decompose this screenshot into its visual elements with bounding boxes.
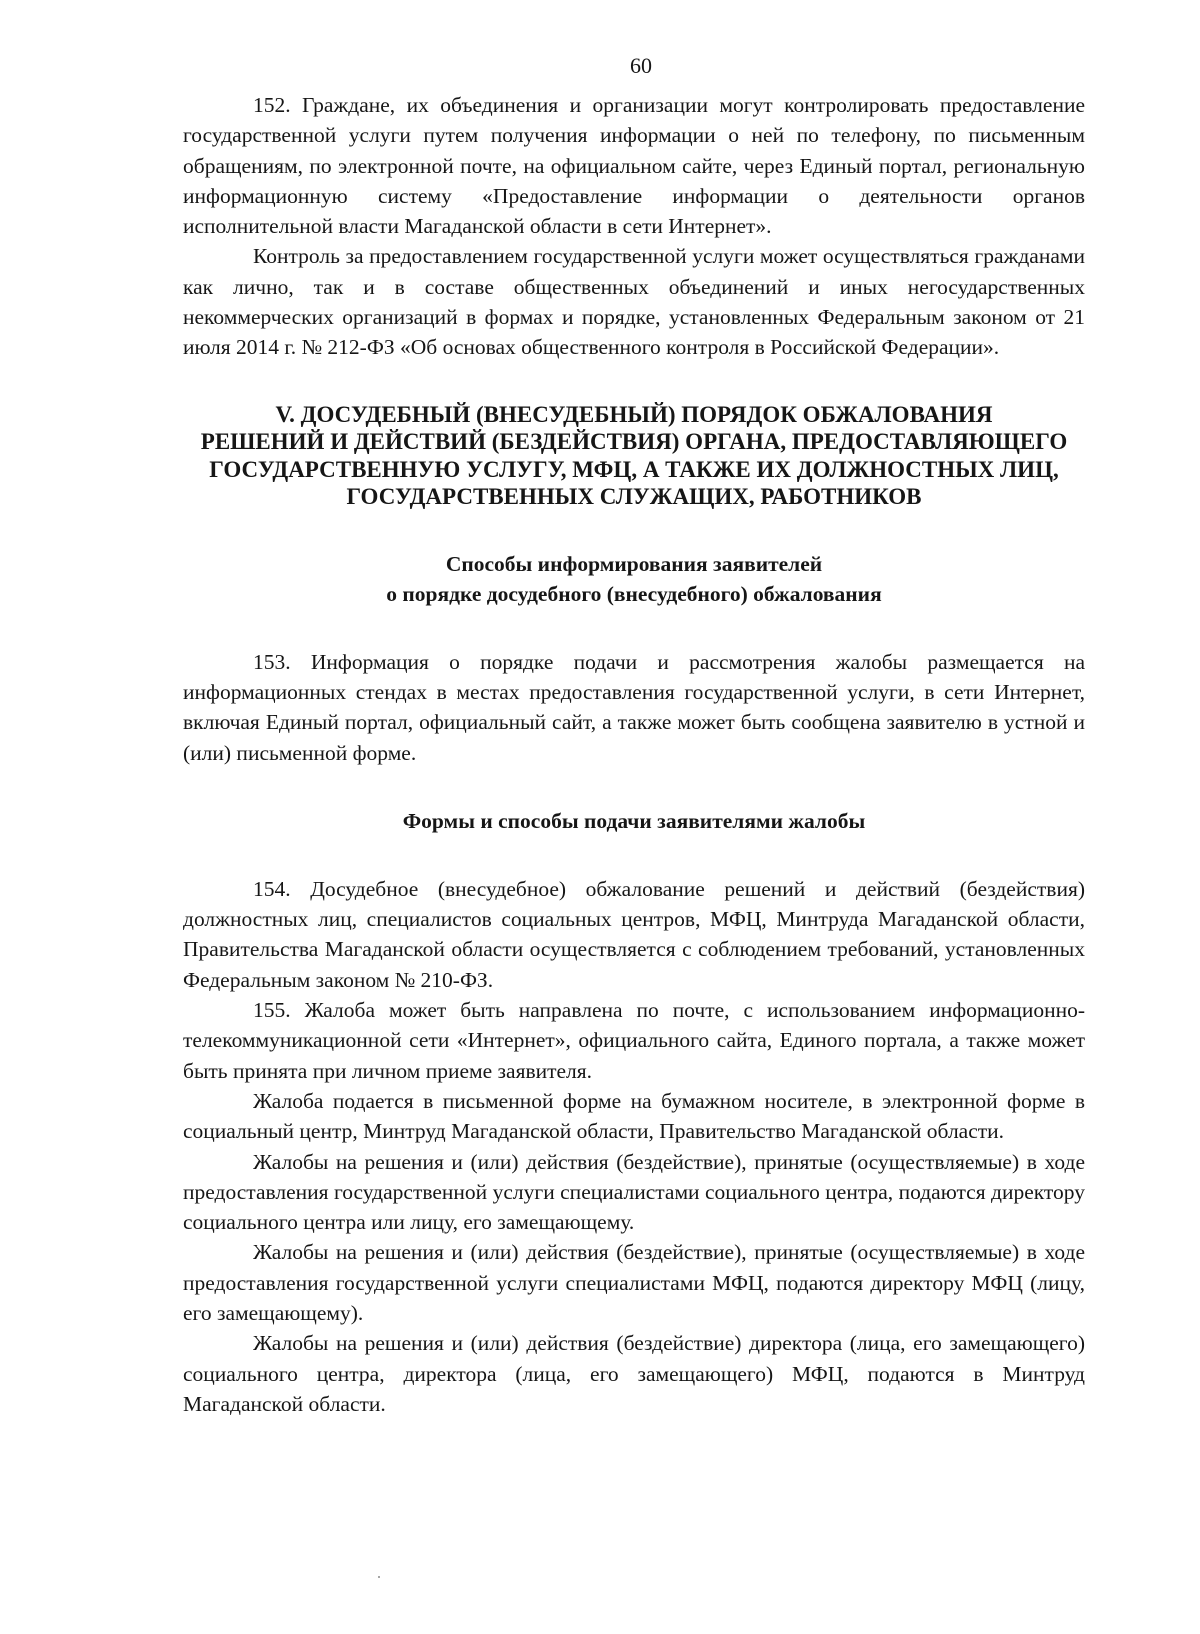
section-v-heading-line: ГОСУДАРСТВЕННЫХ СЛУЖАЩИХ, РАБОТНИКОВ <box>346 484 922 510</box>
scan-speck <box>378 1576 380 1578</box>
paragraph-154: 154. Досудебное (внесудебное) обжалование решений и действий (бездействия) должностных лиц, специалистов социальных центров, МФЦ, Минтруда Магаданской области, Правительства Магаданской области осуществляется с соблюдением требований, установленных Федеральным законом № 210-ФЗ. <box>183 876 1085 992</box>
section-v-heading-line: V. ДОСУДЕБНЫЙ (ВНЕСУДЕБНЫЙ) ПОРЯДОК ОБЖАЛОВАНИЯ <box>275 401 993 427</box>
subheading-informing-line: Способы информирования заявителей <box>445 551 823 576</box>
paragraph-155: 155. Жалоба может быть направлена по почте, с использованием информационно-телекоммуникационной сети «Интернет», официального сайта, Единого портала, а также может быть принята при личном приеме заявителя. <box>183 998 1085 1083</box>
subheading-informing <box>183 549 1085 609</box>
section-v-heading-line: ГОСУДАРСТВЕННУЮ УСЛУГУ, МФЦ, А ТАКЖЕ ИХ ДОЛЖНОСТНЫХ ЛИЦ, <box>209 456 1059 482</box>
paragraph-152: 152. Граждане, их объединения и организации могут контролировать предоставление государственной услуги путем получения информации о ней по телефону, по письменным обращениям, по электронной почте, на официальном сайте, через Единый портал, региональную информационную систему «Предоставление информации о деятельности органов исполнительной власти Магаданской области в сети Интернет». <box>183 93 1085 239</box>
paragraph-public-control: Контроль за предоставлением государственной услуги может осуществляться гражданами как лично, так и в составе общественных объединений и иных негосударственных некоммерческих организаций в формах и порядке, установленных Федеральным законом от 21 июля 2014 г. № 212-ФЗ «Об основах общественного контроля в Российской Федерации». <box>183 244 1085 360</box>
subheading-informing-line: о порядке досудебного (внесудебного) обжалования <box>386 581 882 606</box>
section-v-heading-line: РЕШЕНИЙ И ДЕЙСТВИЙ (БЕЗДЕЙСТВИЯ) ОРГАНА, ПРЕДОСТАВЛЯЮЩЕГО <box>200 429 1068 455</box>
paragraph-director-complaints: Жалобы на решения и (или) действия (бездействие) директора (лица, его замещающего) социального центра, директора (лица, его замещающего) МФЦ, подаются в Минтруд Магаданской области. <box>183 1331 1085 1416</box>
paragraph-submit-form: Жалоба подается в письменной форме на бумажном носителе, в электронной форме в социальный центр, Минтруд Магаданской области, Правительство Магаданской области. <box>183 1088 1085 1144</box>
section-v-heading <box>183 401 1085 511</box>
paragraph-social-center-complaints: Жалобы на решения и (или) действия (бездействие), принятые (осуществляемые) в ходе предоставления государственной услуги специалистами социального центра, подаются директору социального центра или лицу, его замещающему. <box>183 1149 1085 1235</box>
paragraph-mfc-complaints: Жалобы на решения и (или) действия (бездействие), принятые (осуществляемые) в ходе предоставления государственной услуги специалистами МФЦ, подаются директору МФЦ (лицу, его замещающему). <box>183 1240 1085 1326</box>
paragraph-153: 153. Информация о порядке подачи и рассмотрения жалобы размещается на информационных стендах в местах предоставления государственной услуги, в сети Интернет, включая Единый портал, официальный сайт, а также может быть сообщена заявителю в устной и (или) письменной форме. <box>183 649 1085 765</box>
subheading-forms: Формы и способы подачи заявителями жалобы <box>402 808 866 833</box>
page-number: 60 <box>630 53 652 78</box>
document-body <box>183 90 1085 1419</box>
